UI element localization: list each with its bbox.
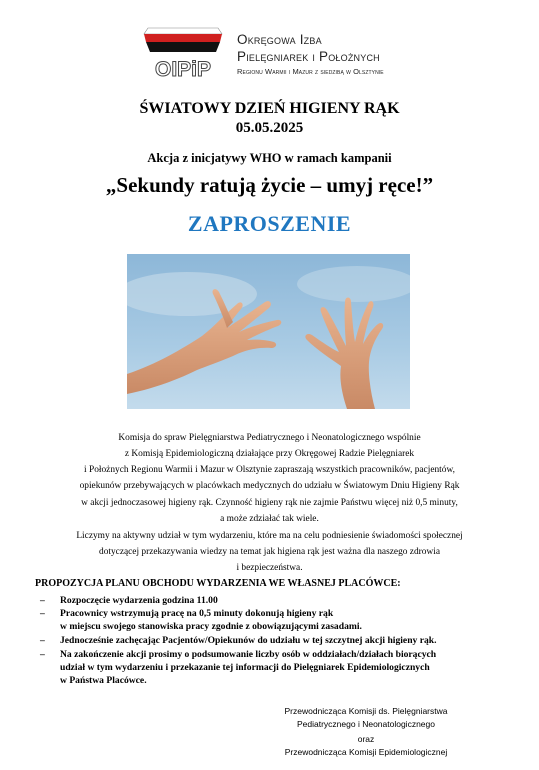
campaign-slogan: „Sekundy ratują życie – umyj ręce!” [105,173,434,197]
list-bullet: – [40,635,45,646]
campaign-intro: Akcja z inicjatywy WHO w ramach kampanii [147,151,392,165]
org-name-line3: Regionu Warmii i Mazur z siedzibą w Olsztynie [237,67,384,76]
signature-line2: Pediatrycznego i Neonatologicznego [297,719,435,729]
body-line: dotyczącej przekazywania wiedzy na temat jak higiena rąk jest ważna dla naszego zdrowia [99,547,440,557]
signature-line4: Przewodnicząca Komisji Epidemiologicznej [284,747,448,757]
body-line: z Komisją Epidemiologiczną działające przy Okręgowej Radzie Pielęgniarek [124,449,415,459]
event-title: ŚWIATOWY DZIEŃ HIGIENY RĄK [139,100,400,117]
list-bullet: – [40,649,45,660]
plan-item-continued: w Państwa Placówce. [60,675,147,686]
body-line: a może zdziałać tak wiele. [220,514,319,524]
body-line: opiekunów przebywających w placówkach medycznych do udziału w Światowym Dniu Higieny Rąk [79,481,460,491]
plan-item: Pracownicy wstrzymują pracę na 0,5 minuty dokonują higieny rąk [60,608,334,619]
org-name-line2: Pielęgniarek i Położnych [237,49,380,64]
signature-line3: oraz [357,734,375,744]
org-name-line1: Okręgowa Izba [237,32,322,47]
body-line: i Położnych Regionu Warmii i Mazur w Olsztynie zapraszają wszystkich pracowników, pacjentów, [84,465,455,475]
signature-line1: Przewodnicząca Komisji ds. Pielęgniarstwa [284,706,448,716]
plan-item: Rozpoczęcie wydarzenia godzina 11.00 [60,595,218,606]
plan-item: Jednocześnie zachęcając Pacjentów/Opiekunów do udziału w tej szczytnej akcji higieny rąk. [60,635,437,646]
plan-item-continued: udział w tym wydarzeniu i przekazanie tej informacji do Pielęgniarek Epidemiologicznych [60,662,430,673]
list-bullet: – [40,608,45,619]
oipip-logo [140,24,226,82]
invitation-heading: ZAPROSZENIE [187,211,352,236]
list-bullet: – [40,595,45,606]
plan-item-continued: w miejscu swojego stanowiska pracy zgodnie z obowiązującymi zasadami. [60,621,362,632]
plan-item: Na zakończenie akcji prosimy o podsumowanie liczby osób w oddziałach/działach biorących [60,649,437,660]
event-date: 05.05.2025 [235,120,304,136]
body-line: Liczymy na aktywny udział w tym wydarzeniu, które ma na celu podniesienie świadomości społecznej [76,531,463,541]
body-line: i bezpieczeństwa. [236,563,303,573]
hands-photo [127,254,410,409]
body-line: w akcji jednoczasowej higieny rąk. Czynność higieny rąk nie zajmie Państwu więcej niż 0,5 minuty, [81,498,458,508]
logo-lettering: OIPiP [154,58,212,81]
plan-heading: PROPOZYCJA PLANU OBCHODU WYDARZENIA WE WŁASNEJ PLACÓWCE: [35,578,401,589]
body-line: Komisja do spraw Pielęgniarstwa Pediatrycznego i Neonatologicznego wspólnie [118,433,421,443]
